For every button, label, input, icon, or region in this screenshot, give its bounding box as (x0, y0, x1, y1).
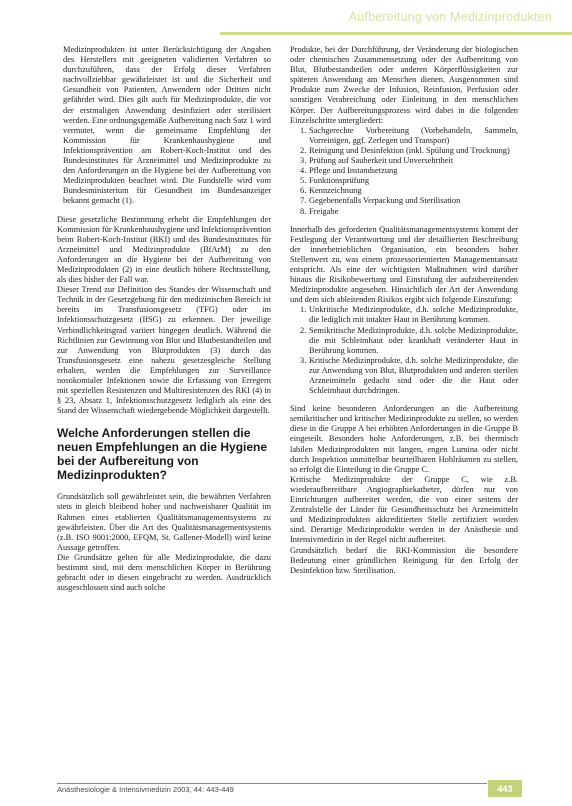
list-item: 5. Funktionsprüfung (300, 176, 370, 186)
left-paragraph-1: Medizinprodukten ist unter Berücksichtigung der Angaben des Herstellers mit geeigneten validierten Verfahren so durchzuführen, dass der Erfolg dieser Verfahren nachvollziehbar gewährleistet ist und die Sicherheit und Gesundheit von Patienten, Anwendern oder Dritten nicht gefährdet wird. Dies gilt auch für Medizinprodukte, die vor der erstmaligen Anwendung desinfiziert oder sterilisiert werden. Eine ordnungsgemäße Aufbereitung nach Satz 1 wird vermutet, wenn die gemeinsame Empfehlung der Kommission für Krankenhaushygiene und Infektionsprävention am Robert-Koch-Institut und des Bundesinstitutes für Arzneimittel und Medizinprodukte zu den Anforderungen an die Hygiene bei der Aufbereitung von Medizinprodukten beachtet wird. Die Fundstelle wird vom Bundesministerium für Gesundheit im Bundesanzeiger bekannt gemacht (1). (63, 45, 271, 206)
list-item: 3. Kritische Medizinprodukte, d.h. solche Medizinprodukte, die zur Anwendung von Blut, Blutprodukten und anderen sterilen Arzneimitteln gedacht sind oder die die Haut oder Schleimhaut durchdringen. (300, 355, 518, 396)
running-header (212, 0, 572, 33)
header-rule (220, 32, 572, 35)
running-header-title: Aufbereitung von Medizinprodukten (348, 10, 552, 24)
list-item: 4. Pflege und Instandsetzung (300, 166, 398, 176)
list-item: 8. Freigabe (300, 206, 339, 216)
section-heading: Welche Anforderungen stellen die neuen Empfehlungen an die Hygiene bei der Aufbereitung von Medizinprodukten? (57, 426, 268, 483)
journal-citation: Anästhesiologie & Intensivmedizin 2003, 44: 443-449 (57, 785, 234, 794)
right-paragraph-2: Innerhalb des geforderten Qualitätsmanagementsystems kommt der Festlegung der Verantwortung und der detaillierten Beschreibung der innerbetrieblichen Organisation, ein besonders hoher Stellenwert zu, was einem prozessorientierten Managementansatz entspricht. Als eine der wichtigsten Maßnahmen wird darüber hinaus die Risikobewertung und Einstufung der aufzubereitenden Medizinprodukte angesehen. Hinsichtlich der Art der Anwendung und dem sich ableitenden Risikos ergibt sich folgende Einstufung: (290, 224, 518, 305)
footer-rule (57, 783, 487, 784)
list-item: 1. Sachgerechte Vorbereitung (Vorbehandeln, Sammeln, Vorreinigen, ggf. Zerlegen und Transport) (300, 125, 518, 145)
risk-classification-list (290, 305, 518, 396)
list-item: 6. Kennzeichnung (300, 186, 362, 196)
list-item: 2. Reinigung und Desinfektion (inkl. Spülung und Trocknung) (300, 145, 510, 155)
list-item: 3. Prüfung auf Sauberkeit und Unversehrtheit (300, 156, 454, 166)
steps-list (290, 126, 518, 217)
page-footer (57, 783, 522, 797)
right-paragraph-3: Sind keine besonderen Anforderungen an die Aufbereitung semikritischer und kritischer Medizinprodukte zu stellen, so werden diese in die Gruppe A bei erhöhten Anforderungen in die Gruppe B eingeteilt. Besonders hohe Anforderungen, z.B. bei thermisch labilen Medizinprodukten mit langen, engen Lumina oder nicht durch Inspektion unmittelbar beurteilbaren Hohlräumen zu stellen, so erfolgt die Einteilung in die Gruppe C. (290, 404, 518, 474)
left-column (57, 45, 271, 593)
right-column (290, 45, 518, 576)
list-item: 2. Semikritische Medizinprodukte, d.h. solche Medizinprodukte, die mit Schleimhaut oder krankhaft veränderter Haut in Berührung kommen. (300, 325, 518, 355)
right-paragraph-4: Kritische Medizinprodukte der Gruppe C, wie z.B. wiederaufbereitbare Angiographiekatheter, dürfen nur von Einrichtungen aufbereitet werden, die von einer seitens der Zentralstelle der Länder für Gesundheitsschutz bei Arzneimitteln und Medizinprodukten akkreditierten Stelle zertifiziert worden sind. Derartige Medizinprodukte werden in der Anästhesie und Intensivmedizin in der Regel nicht aufbereitet. (290, 474, 518, 545)
left-paragraph-5: Die Grundsätze gelten für alle Medizinprodukte, die dazu bestimmt sind, mit dem menschlichen Körper in Berührung gebracht oder in diesen eingebracht zu werden. Ausdrücklich ausgeschlossen sind auch solche (57, 552, 271, 593)
left-paragraph-2: Diese gesetzliche Bestimmung erhebt die Empfehlungen der Kommission für Krankenhaushygiene und Infektionsprävention beim Robert-Koch-Institut (RKI) und des Bundesinstitutes für Arzneimittel und Medizinprodukte (BfArM) zu den Anforderungen an die Hygiene bei der Aufbereitung von Medizinprodukten (2) in eine deutlich höhere Rechtsstellung, als dies bisher der Fall war. (57, 214, 271, 285)
right-paragraph-5: Grundsätzlich bedarf die RKI-Kommission die besondere Bedeutung einer gründlichen Reinigung für den Erfolg der Desinfektion bzw. Sterilisation. (290, 545, 518, 575)
page-number: 443 (488, 780, 522, 797)
list-item: 7. Gegebenenfalls Verpackung und Sterilisation (300, 196, 461, 206)
left-paragraph-3: Dieser Trend zur Definition des Standes der Wissenschaft und Technik in der Gesetzgebung für den medizinischen Bereich ist bereits im Transfusionsgesetz (TFG) oder im Infektionsschutzgesetz (IfSG) zu erkennen. Der jeweilige Verbindlichkeitsgrad variiert hingegen deutlich. Während die Richtlinien zur Gewinnung von Blut und Blutbestandteilen und zur Anwendung von Blutprodukten (3) durch das Transfusionsgesetz eine nahezu gesetzesgleiche Stellung erhalten, werden die Empfehlungen zur Surveillance nosokomialer Infektionen sowie die Erfassung von Erregern mit speziellen Resistenzen und Multiresistenzen des RKI (4) in § 23, Absatz 1, Infektionsschutzgesetz lediglich als eine des Stand der Wissenschaft wiedergebende Möglichkeit dargestellt. (57, 285, 271, 416)
list-item: 1. Unkritische Medizinprodukte, d.h. solche Medizinprodukte, die lediglich mit intakter Haut in Berührung kommen. (300, 305, 518, 325)
right-paragraph-1: Produkte, bei der Durchführung, der Veränderung der biologischen oder chemischen Zusammensetzung oder der Aufbereitung von Blut, Blutbestandteilen oder anderen Körperflüssigkeiten zur späteren Anwendung am Menschen dienen. Ausgenommen sind Produkte zum Zwecke der Infusion, Reinfusion, Perfusion oder sonstigen Verabreichung oder Einleitung in den menschlichen Körper. Der Aufbereitungsprozess wird dabei in die folgenden Einzelschritte untergliedert: (290, 45, 518, 125)
left-paragraph-4: Grundsätzlich soll gewährleistet sein, die bewährten Verfahren stets in gleich bleibend hoher und nachweisbarer Qualität im Rahmen eines etablierten Qualitätsmanagementsystems zu gewährleisten. Über die Art des Qualitätsmanagementsystems (z.B. ISO 9001:2000, EFQM, St. Gallener-Modell) wird keine Aussage getroffen. (57, 492, 271, 552)
